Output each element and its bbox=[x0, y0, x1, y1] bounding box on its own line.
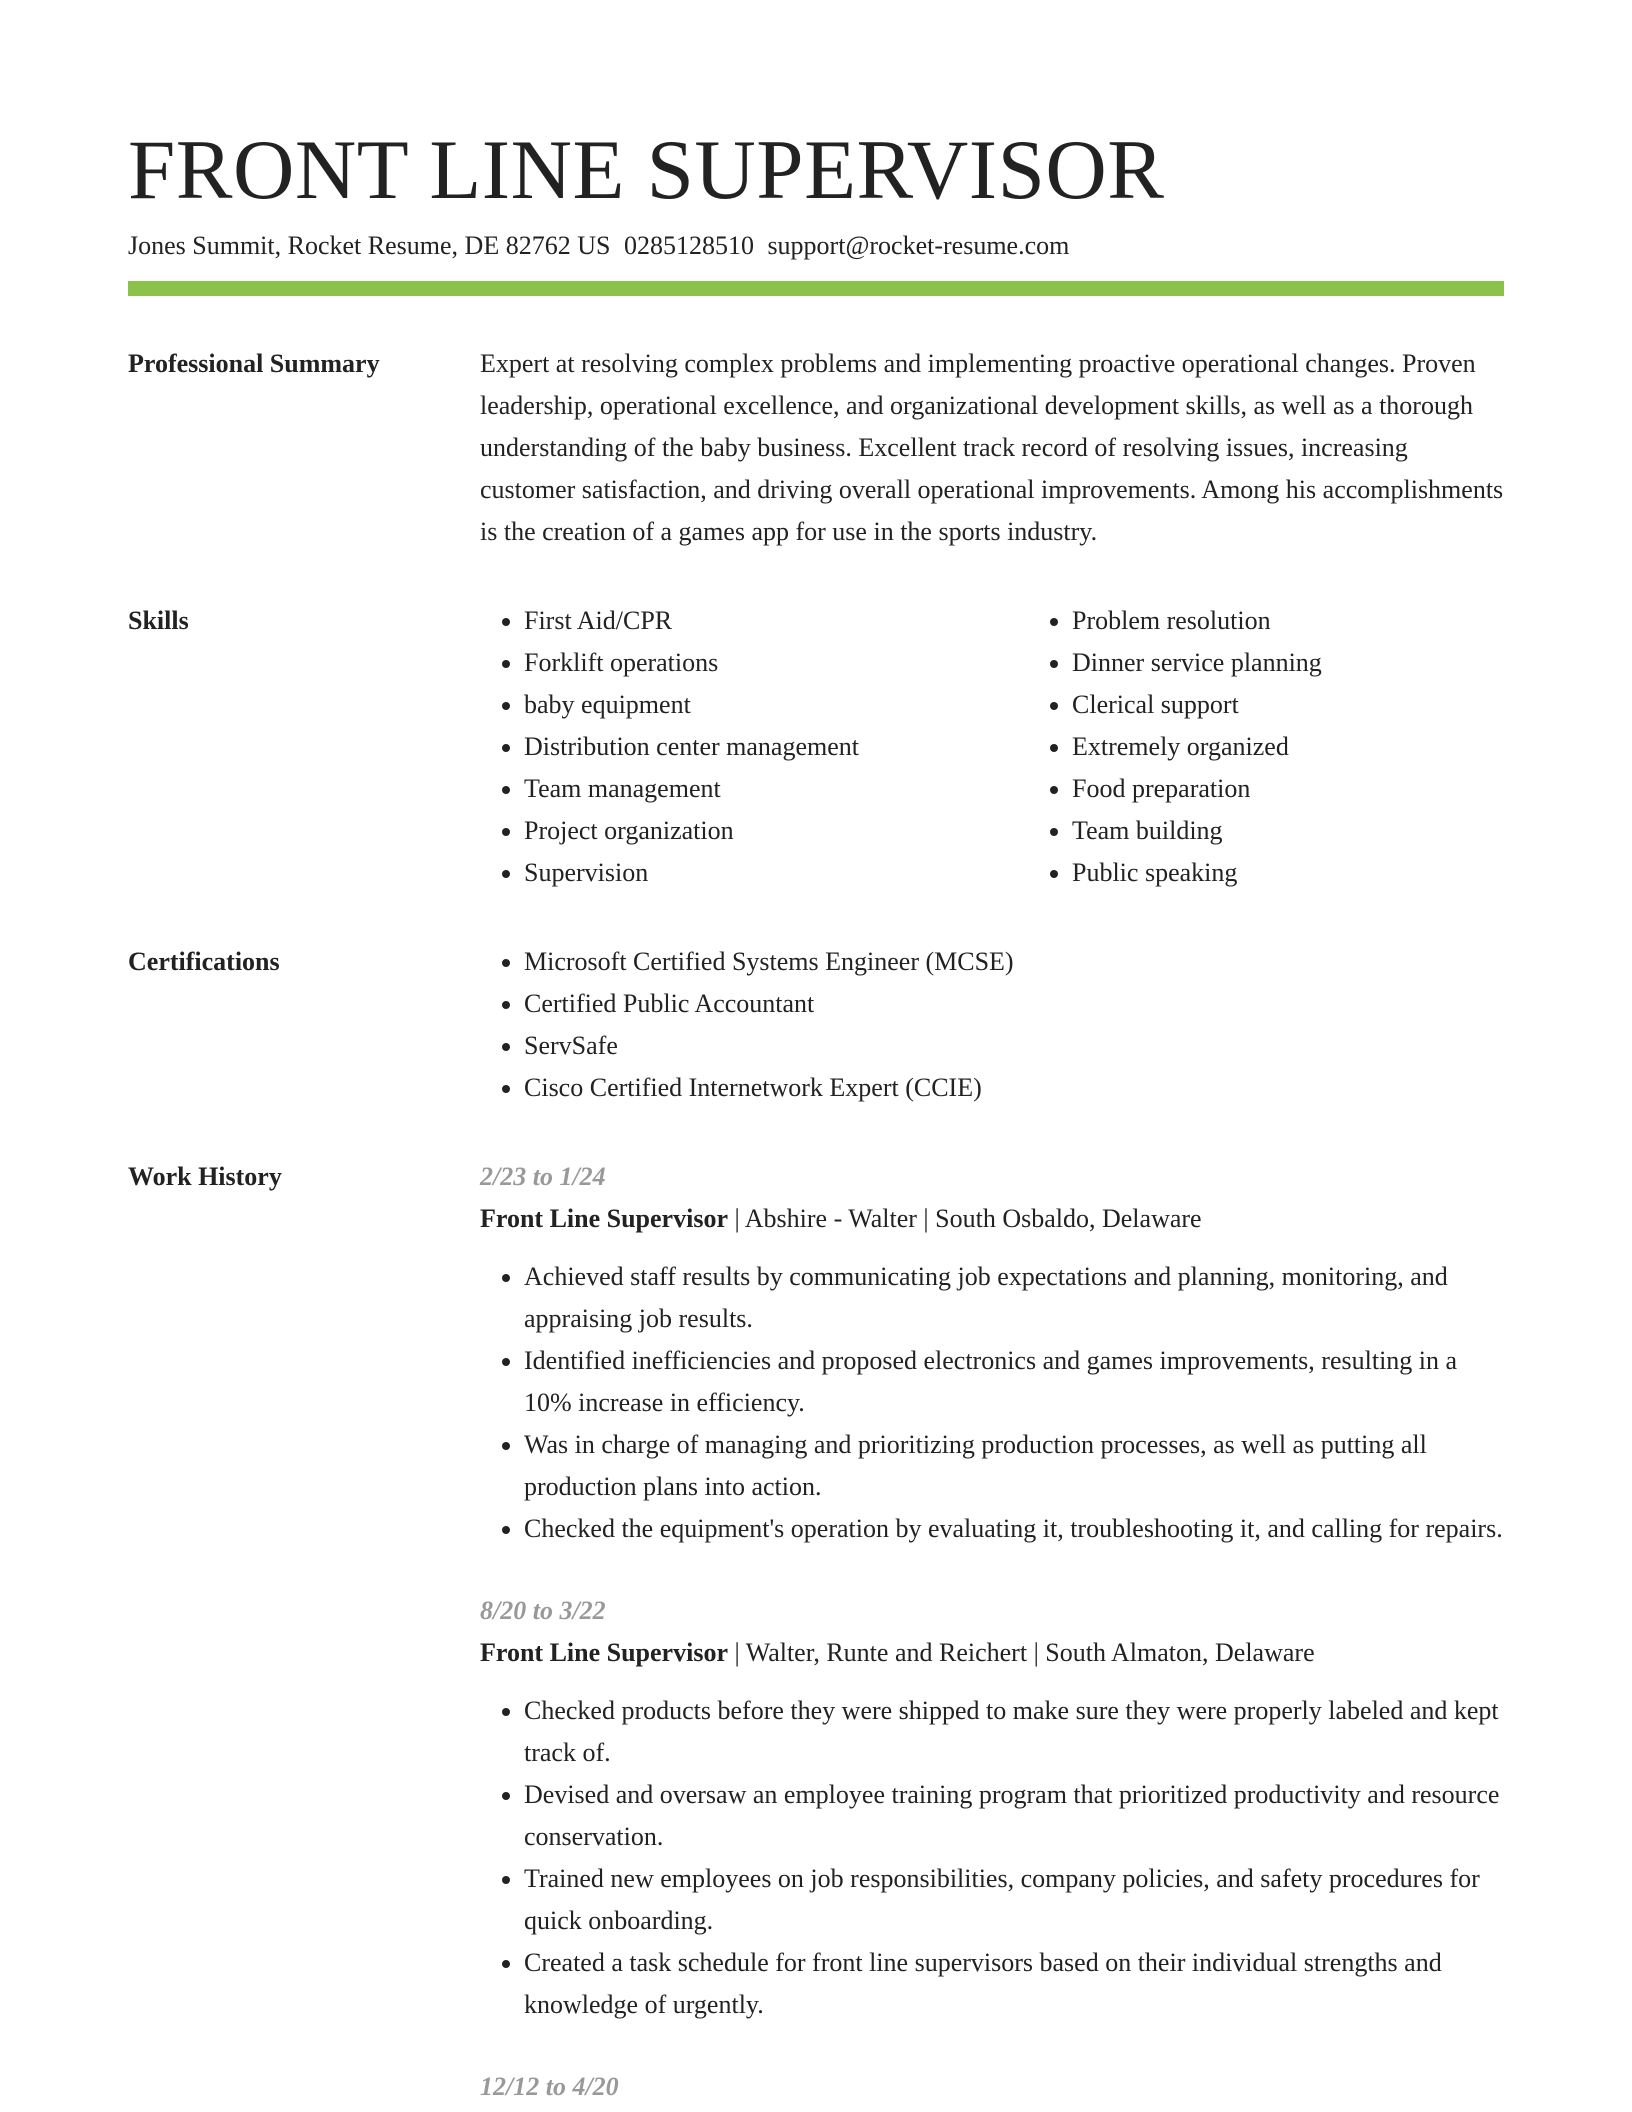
work-history-section bbox=[128, 1161, 1504, 2108]
job-company: Abshire - Walter bbox=[744, 1204, 917, 1233]
skill-item: • Problem resolution bbox=[1072, 600, 1576, 642]
section-title-certifications: Certifications bbox=[128, 947, 280, 976]
summary-section bbox=[128, 348, 1504, 553]
job-entry bbox=[480, 1156, 1504, 1550]
job-dates: 12/12 to 4/20 bbox=[480, 2072, 619, 2101]
contact-email: support@rocket-resume.com bbox=[767, 231, 1070, 260]
skill-item: • baby equipment bbox=[524, 684, 1028, 726]
section-title-skills: Skills bbox=[128, 606, 189, 635]
skill-item: • Project organization bbox=[524, 810, 1028, 852]
job-bullet: • Checked the equipment's operation by evaluating it, troubleshooting it, and calling for repairs. bbox=[524, 1508, 1504, 1550]
certification-item: • Cisco Certified Internetwork Expert (CCIE) bbox=[524, 1067, 1504, 1109]
section-title-work-history: Work History bbox=[128, 1162, 282, 1191]
job-bullets bbox=[480, 1690, 1504, 2026]
job-title: Front Line Supervisor bbox=[480, 1638, 728, 1667]
job-location: South Almaton, Delaware bbox=[1045, 1638, 1315, 1667]
certification-item: • ServSafe bbox=[524, 1025, 1504, 1067]
job-bullets bbox=[480, 1256, 1504, 1550]
job-bullet: • Devised and oversaw an employee training program that prioritized productivity and resource conservation. bbox=[524, 1774, 1504, 1858]
skill-item: • Team management bbox=[524, 768, 1028, 810]
job-bullet: • Trained new employees on job responsibilities, company policies, and safety procedures for quick onboarding. bbox=[524, 1858, 1504, 1942]
skill-item: • First Aid/CPR bbox=[524, 600, 1028, 642]
job-company: Walter, Runte and Reichert bbox=[745, 1638, 1028, 1667]
job-bullet: • Identified inefficiencies and proposed electronics and games improvements, resulting in a 10% increase in efficiency. bbox=[524, 1340, 1504, 1424]
skill-item: • Dinner service planning bbox=[1072, 642, 1576, 684]
candidate-name: FRONT LINE SUPERVISOR bbox=[128, 123, 1165, 217]
jobs-list bbox=[480, 1156, 1504, 2108]
certification-item: • Certified Public Accountant bbox=[524, 983, 1504, 1025]
contact-phone: 0285128510 bbox=[623, 231, 754, 260]
certifications-section bbox=[128, 946, 1504, 1109]
job-bullet: • Achieved staff results by communicating job expectations and planning, monitoring, and appraising job results. bbox=[524, 1256, 1504, 1340]
job-bullet: • Was in charge of managing and prioritizing production processes, as well as putting all production plans into action. bbox=[524, 1424, 1504, 1508]
certifications-list bbox=[480, 941, 1504, 1109]
certification-item: • Microsoft Certified Systems Engineer (MCSE) bbox=[524, 941, 1504, 983]
job-location: South Osbaldo, Delaware bbox=[935, 1204, 1202, 1233]
skill-item: • Distribution center management bbox=[524, 726, 1028, 768]
accent-divider bbox=[128, 281, 1504, 296]
skill-item: • Public speaking bbox=[1072, 852, 1576, 894]
job-dates: 8/20 to 3/22 bbox=[480, 1596, 606, 1625]
job-heading: Front Line Supervisor | Abshire - Walter | South Osbaldo, Delaware bbox=[480, 1204, 1202, 1233]
job-title: Front Line Supervisor bbox=[480, 1204, 728, 1233]
skill-item: • Forklift operations bbox=[524, 642, 1028, 684]
resume-page bbox=[128, 120, 1504, 2108]
skill-item: • Extremely organized bbox=[1072, 726, 1576, 768]
skills-section bbox=[128, 605, 1504, 894]
skill-item: • Clerical support bbox=[1072, 684, 1576, 726]
job-entry bbox=[480, 2066, 1504, 2108]
section-title-summary: Professional Summary bbox=[128, 349, 380, 378]
job-bullet: • Created a task schedule for front line supervisors based on their individual strengths and knowledge of urgently. bbox=[524, 1942, 1504, 2026]
job-dates: 2/23 to 1/24 bbox=[480, 1162, 606, 1191]
contact-line bbox=[128, 228, 1504, 264]
summary-text: Expert at resolving complex problems and implementing proactive operational changes. Proven leadership, operational excellence, and organizational development skills, as well as a thorough understanding of the baby business. Excellent track record of resolving issues, increasing customer satisfaction, and driving overall operational improvements. Among his accomplishments is the creation of a games app for use in the sports industry. bbox=[480, 349, 1504, 546]
skills-list-right bbox=[1028, 600, 1576, 894]
skill-item: • Food preparation bbox=[1072, 768, 1576, 810]
job-bullet: • Checked products before they were shipped to make sure they were properly labeled and kept track of. bbox=[524, 1690, 1504, 1774]
skills-list-left bbox=[480, 600, 1028, 894]
skill-item: • Team building bbox=[1072, 810, 1576, 852]
contact-address: Jones Summit, Rocket Resume, DE 82762 US bbox=[128, 231, 611, 260]
job-heading: Front Line Supervisor | Walter, Runte and Reichert | South Almaton, Delaware bbox=[480, 1638, 1315, 1667]
skill-item: • Supervision bbox=[524, 852, 1028, 894]
job-entry bbox=[480, 1590, 1504, 2026]
